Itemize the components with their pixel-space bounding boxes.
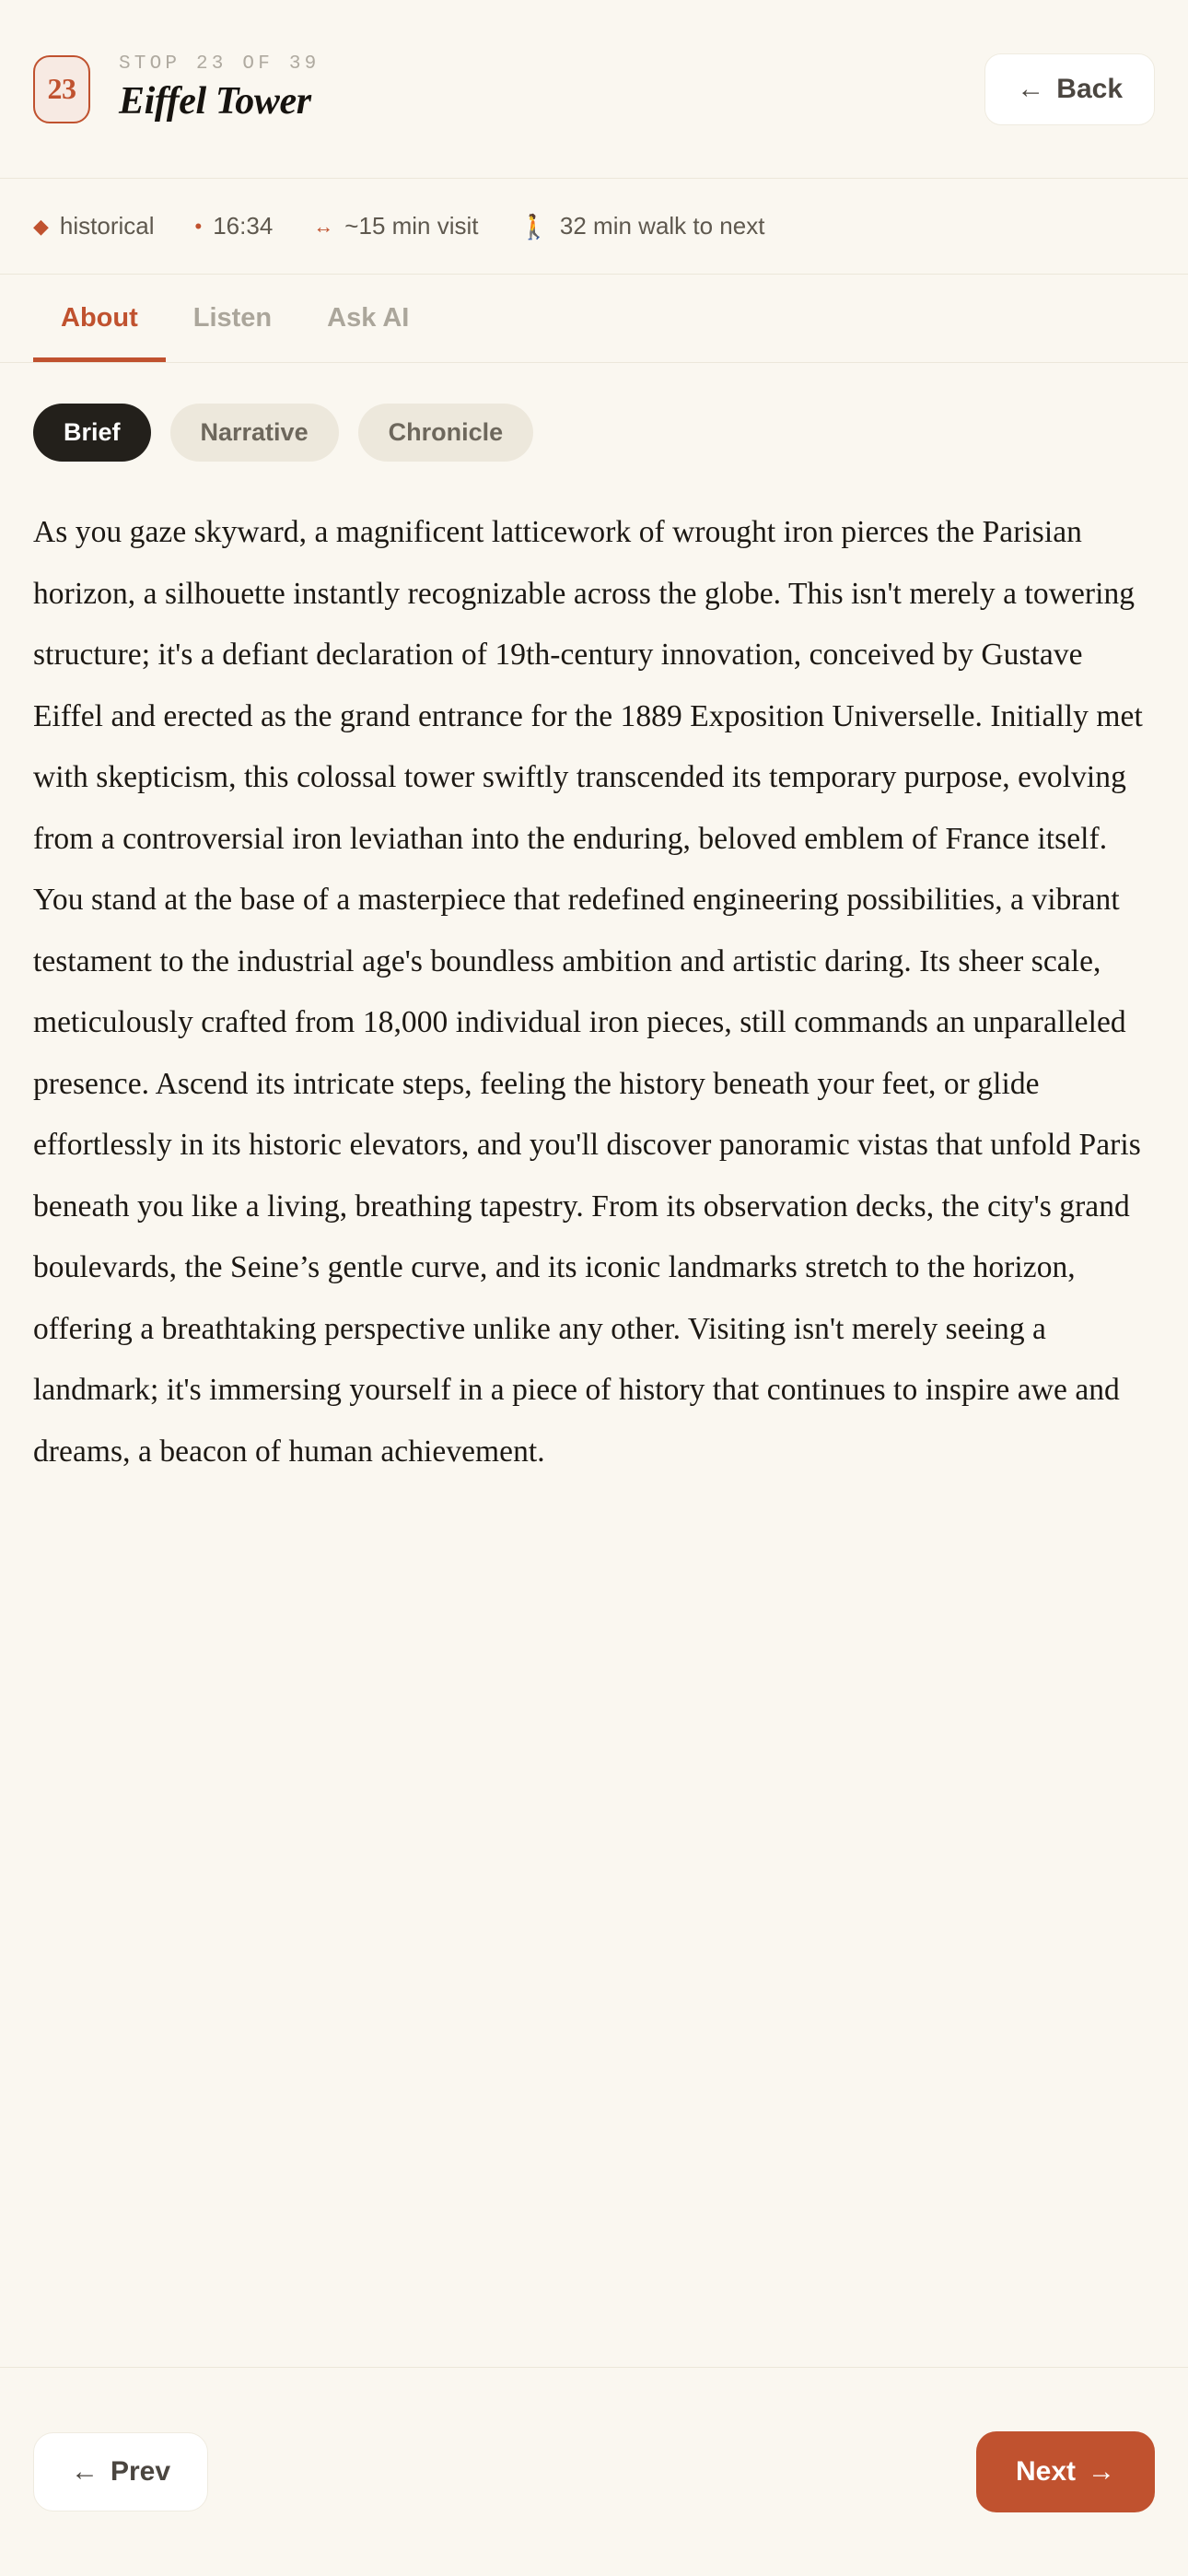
walking-person-icon: 🚶 — [518, 212, 549, 240]
tab-ask-ai[interactable] — [299, 275, 437, 362]
prev-button[interactable] — [33, 2432, 208, 2512]
header-text-group — [119, 53, 320, 123]
stop-counter: STOP 23 OF 39 — [119, 53, 320, 76]
tab-ask-ai-label: Ask AI — [327, 303, 410, 333]
tab-about-label: About — [61, 303, 138, 333]
arrow-right-icon: → — [1088, 2456, 1115, 2487]
page-title: Eiffel Tower — [119, 80, 311, 123]
tab-about[interactable] — [33, 275, 166, 362]
segment-chronicle[interactable] — [358, 404, 534, 462]
tab-listen[interactable] — [166, 275, 299, 362]
meta-item-duration — [313, 212, 478, 240]
next-button[interactable] — [976, 2431, 1155, 2512]
meta-item-walk-label: 32 min walk to next — [559, 212, 765, 240]
segment-brief[interactable] — [33, 404, 151, 462]
tab-listen-label: Listen — [192, 303, 273, 333]
meta-item-category-label: historical — [59, 212, 155, 240]
meta-item-time-label: 16:34 — [213, 212, 274, 240]
tab-bar — [0, 275, 1188, 363]
meta-bar — [0, 179, 1188, 275]
meta-item-category — [33, 212, 155, 240]
segment-narrative-label: Narrative — [200, 418, 309, 446]
prev-button-label: Prev — [111, 2456, 171, 2487]
diamond-icon: ◆ — [33, 214, 49, 238]
segment-control — [33, 404, 1155, 462]
segment-chronicle-label: Chronicle — [388, 418, 504, 446]
arrows-horizontal-icon: ↔ — [313, 214, 334, 238]
meta-item-walk — [519, 212, 765, 240]
back-button-label: Back — [1056, 73, 1123, 104]
article-body: As you gaze skyward, a magnificent latticework of wrought iron pierces the Parisian horizon, a silhouette instantly recognizable across the globe. This isn't merely a towering structure; it's a defiant declaration of 19th-century innovation, conceived by Gustave Eiffel and erected as the grand entrance for the 1889 Exposition Universelle. Initially met with skepticism, this colossal tower swiftly transcended its temporary purpose, evolving from a controversial iron leviathan into the enduring, beloved emblem of France itself. You stand at the base of a masterpiece that redefined engineering possibilities, a vibrant testament to the industrial age's boundless ambition and artistic daring. Its sheer scale, meticulously crafted from 18,000 individual iron pieces, still commands an unparalleled presence. Ascend its intricate steps, feeling the history beneath your feet, or glide effortlessly in its historic elevators, and you'll discover panoramic vistas that unfold Paris beneath you like a living, breathing tapestry. From its observation decks, the city's grand boulevards, the Seine’s gentle curve, and its iconic landmarks stretch to the horizon, offering a breathtaking perspective unlike any other. Visiting isn't merely seeing a landmark; it's immersing yourself in a piece of history that continues to inspire awe and dreams, a beacon of human achievement. — [33, 515, 1143, 1469]
header — [0, 0, 1188, 179]
next-button-label: Next — [1015, 2456, 1076, 2487]
stop-number-badge — [33, 55, 90, 123]
dot-icon: • — [194, 214, 203, 238]
back-button[interactable] — [984, 53, 1155, 125]
arrow-left-icon: ← — [71, 2456, 99, 2487]
segment-narrative[interactable] — [170, 404, 339, 462]
stop-number-badge-label: 23 — [47, 72, 76, 105]
segment-brief-label: Brief — [64, 418, 121, 446]
footer-nav — [0, 2367, 1188, 2576]
meta-item-time — [195, 212, 274, 240]
content-area — [0, 363, 1188, 2367]
arrow-left-icon: ← — [1017, 73, 1045, 104]
meta-item-duration-label: ~15 min visit — [344, 212, 479, 240]
